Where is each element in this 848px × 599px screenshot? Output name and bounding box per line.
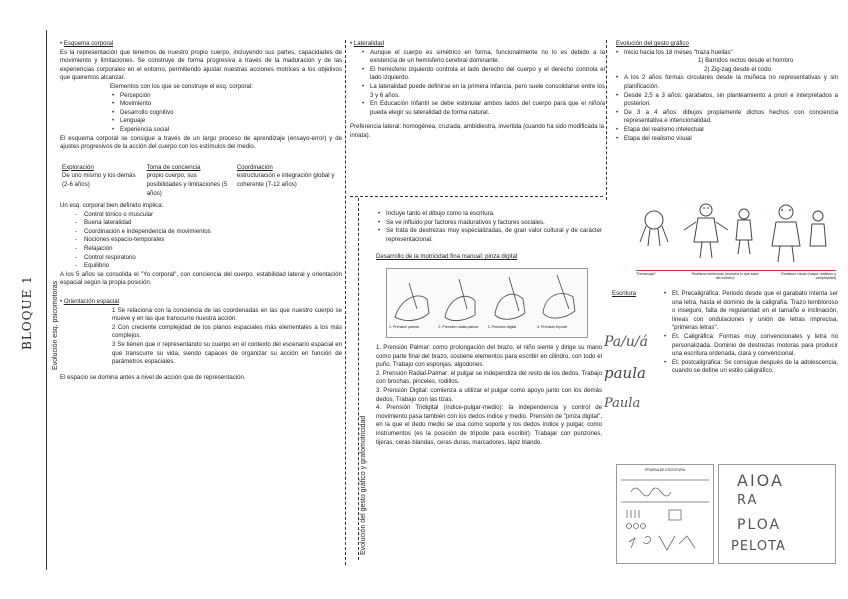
- gesto-list: [616, 49, 838, 58]
- orientacion-point-1: 1 Se relaciona con la conciencia de las coordenadas en las que nuestro cuerpo se mueve y en las que transcurre nuestra acción.: [112, 306, 342, 323]
- section-label-grafomotricidad: Evolución del gesto gráfico y grafomotricidad: [360, 415, 367, 555]
- worksheet-left-scribbles: [617, 472, 713, 560]
- table-header: Toma de conciencia: [146, 163, 201, 171]
- lateralidad-title: Lateralidad: [353, 40, 384, 47]
- grasp-caption: 1. Prensión palmar: [389, 324, 420, 329]
- escritura-title: Escritura: [612, 290, 637, 297]
- worksheet-title: PRUEBA DE ESCRITURA: [645, 468, 685, 472]
- worksheet-left: [616, 464, 714, 564]
- list-item: • Incluye tanto el dibujo como la escritura.: [386, 210, 602, 219]
- escritura-section: [662, 290, 838, 376]
- grasp-caption: 2. Prensión radial-palmar: [438, 324, 479, 329]
- list-item: • Aunque el cuerpo es simétrico en forma, funcionalmente no lo es debido a la existencia de un hemisferio cerebral dominante.: [370, 49, 605, 66]
- grasp-illustration: [386, 268, 588, 338]
- worksheet-word: RA: [737, 493, 759, 508]
- column-divider: [345, 40, 346, 565]
- stages-table: [60, 164, 342, 198]
- list-item: • Experiencia social: [120, 126, 342, 135]
- table-cell: estructuración e integración global y coherente (7-12 años): [236, 172, 335, 188]
- list-item: • Et. postcaligráfica: Se consigue después de la adolescencia, cuando se define un estilo caligráfico.: [672, 359, 838, 376]
- list-item: • Etapa del realismo intelectual: [624, 126, 838, 135]
- worksheet-word: PELOTA: [731, 539, 786, 554]
- section-label-psicomotoras: Evolución esq. psicomotoras: [52, 280, 59, 370]
- list-item: • Se ve influido por factores madurativos y factores sociales.: [386, 219, 602, 228]
- esquema-paragraph: Es la representación que tenemos de nuestro propio cuerpo, incluyendo sus partes, capacidades de movimiento y limitaciones. Se construye de forma progresiva a través de la maduración y de las experiencias corporales en el entorno, permitiendo ajustar nuestras acciones motrices a los objetivos que queremos alcanzar.: [60, 48, 342, 82]
- gesto-sub: 1) Barridos rectos desde el hombro: [698, 57, 794, 65]
- orientacion-point-2: 2 Con creciente complejidad de los planos espaciales más elementales a los más complejos.: [112, 323, 342, 340]
- drawings-figures: [636, 196, 836, 271]
- drawing-caption: Realismo intelectual (muestra lo que sabe del modelo): [691, 272, 759, 280]
- children-drawings: [636, 196, 836, 284]
- column-divider: [606, 40, 607, 200]
- list-item: • En Educación Infantil se debe estimular ambos lados del cuerpo para que el niño/a pueda elegir su lateralidad de forma natural.: [370, 100, 605, 117]
- list-item: • Desarrollo cognitivo: [120, 109, 342, 118]
- drawing-caption: "Renacuajo": [636, 272, 656, 276]
- drawing-caption: Realismo visual (mayor realismo y complejidad): [781, 272, 836, 280]
- list-item: - Relajación: [84, 245, 342, 254]
- list-item: - Equilibrio: [84, 262, 342, 271]
- escritura-list: [662, 290, 838, 376]
- table-cell: propio cuerpo, sus posibilidades y limitaciones (5 años): [146, 172, 228, 197]
- gesto-title: Evolución del gesto gráfico: [616, 40, 689, 47]
- list-item: • Inicio hacia los 18 meses "traza huellas": [624, 49, 838, 58]
- column-esquema: • Esquema corporal Es la representación que tenemos de nuestro propio cuerpo, incluyendo sus partes, capacidades de movimiento y limitaciones. Se construye de forma progresiva a través de la maduración y de las experiencias corporales en el entorno, permitiendo ajustar nuestras acciones motrices a los objetivos que queremos alcanzar. Elementos con los que se construye el esq. corporal: • Percepción • Movimiento • Desarrollo cognitivo • Lenguaje • Experiencia social El esquema corporal se consigue a través de un largo proceso de aprendizaje (ensayo-error) y de ajustes progresivos de la acción del cuerpo con los estímulos del medio. Exploración Toma de conciencia Coordinación De uno mismo y los demás (2-6 años) propio cuerpo, sus posibilidades y limitaciones (5 años) estructuración e integración global y coherente (7-12 años) Un esq. corporal bien definido implica: - Control tónico o muscular - Buena lateralidad - Coordinación e independencia de movimientos - Nociones espacio-temporales - Relajación - Control respiratorio - Equilibrio A los 5 años se consolida el "Yo corporal", con conciencia del cuerpo, estabilidad lateral y orientación espacial según la propia posición. • Orientación espacial 1 Se relaciona con la conciencia de las coordenadas en las que nuestro cuerpo se mueve y en las que transcurre nuestra acción. 2 Con creciente complejidad de los planos espaciales más elementales a los más complejos. 3 Se tienen que ir representando su cuerpo en el contexto del escenario espacial en que transcurre su vida, siendo capaces de organizar su acción en función de parámetros espaciales. El espacio se domina antes a nivel de acción que de representación.: [60, 40, 342, 382]
- list-item: • Desde 2,5 a 3 años: garabatos, sin planteamiento a priori e interpretados a posteriori.: [624, 92, 838, 109]
- list-item: • Movimiento: [120, 100, 342, 109]
- motricidad-title: Desarrollo de la motricidad fina manual: pinza digital: [376, 253, 518, 261]
- section-divider: [350, 196, 603, 197]
- orientacion-conclusion: El espacio se domina antes a nivel de acción que de representación.: [60, 373, 246, 381]
- grasp-captions: [389, 325, 585, 329]
- list-item: - Control respiratorio: [84, 254, 342, 263]
- table-header: Exploración: [62, 163, 94, 171]
- esquema-title: Esquema corporal: [63, 40, 114, 47]
- orientacion-point-3: 3 Se tienen que ir representando su cuerpo en el contexto del escenario espacial en que transcurre su vida, siendo capaces de organizar su acción en función de parámetros espaciales.: [112, 341, 342, 366]
- list-item: • Etapa del realismo visual: [624, 135, 838, 144]
- elementos-list: [60, 92, 342, 135]
- worksheet-word: PLOA: [737, 517, 782, 533]
- list-item: • Lenguaje: [120, 117, 342, 126]
- gesto-section: [616, 40, 838, 143]
- list-item: - Nociones espacio-temporales: [84, 236, 342, 245]
- grasp-caption: 4. Prensión trípode: [536, 324, 568, 329]
- bloque-label: BLOQUE 1: [20, 275, 34, 350]
- drawings-captions: [636, 272, 836, 280]
- section-divider-vertical: [358, 198, 359, 560]
- gesto-sub: 2) Zig-zag desde el codo: [704, 65, 772, 73]
- list-item: • Percepción: [120, 92, 342, 101]
- list-item: • Et. Precaligráfica: Periodo desde que el garabato intenta ser una letra, hasta el dominio de la caligrafía. Trazo tembloroso o inseguro, falta de regularidad en el tamaño e inclinación, líneas con ondulaciones y unión de letras imprecisa, "primeras letras".: [672, 290, 838, 333]
- handwriting-sample: Pa/u/á: [604, 334, 648, 350]
- grafomotricidad-list: [376, 210, 602, 244]
- gesto-list-2: [616, 74, 838, 143]
- list-item: - Coordinación e independencia de movimientos: [84, 228, 342, 237]
- implica-conclusion: A los 5 años se consolida el "Yo corporal", con conciencia del cuerpo, estabilidad lateral y orientación espacial según la propia posición.: [60, 270, 342, 287]
- handwriting-sample: Paula: [604, 396, 641, 411]
- list-item: - Buena lateralidad: [84, 219, 342, 228]
- lateralidad-list: [350, 49, 605, 118]
- handwriting-samples: [604, 328, 656, 458]
- grasp-description: 1. Prensión Palmar: como prolongación del brazo, el niño siente y dirige su mano como parte final del brazo, sostiene elementos para escribir en cilindro, con todo el puño. Trabajo con esponjas, algodones. 2. Prensión Radial-Palmar: el pulgar se independiza del resto de los dedos. Trabajo con brochas, pinceles, rodillos. 3. Prensión Digital: comienza a utilizar el pulgar como apoyo junto con los demás dedos. Trabajo con las tizas. 4. Prensión Tridigital (índice-pulgar-medio): la independencia y control de movimiento pasa también con los dedos índice y medio. Prensión de "pinza digital", en la que el dedo medio se usa como soporte y los dedos índice y pulgar, como instrumentos (es la posición de trípode para escribir). Trabajar con punzones, tijeras, ceras blandas, ceras duras, marcadores, lápiz blando.: [376, 343, 602, 446]
- list-item: • De 3 a 4 años: dibujos propiamente dichos hechos con conciencia representativa e intencionalidad.: [624, 109, 838, 126]
- elementos-intro: Elementos con los que se construye el esq. corporal:: [110, 82, 253, 90]
- worksheet-word: AIOA: [737, 471, 784, 490]
- lateralidad-preferencia: Preferencia lateral: homogénea, cruzada, ambidiestra, invertida (cuando ha sido modificada la innata).: [350, 123, 605, 139]
- list-item: • Et. Caligráfica: Formas muy convencionales y letra no personalizada. Dominio de destrezas motoras para producir una escritura ordenada, clara y convencional.: [672, 333, 838, 359]
- list-item: - Control tónico o muscular: [84, 211, 342, 220]
- list-item: • La lateralidad puede definirse en la primera infancia, pero suele consolidarse entre los 3 y 6 años.: [370, 83, 605, 100]
- lateralidad-section: • Lateralidad • Aunque el cuerpo es simétrico en forma, funcionalmente no lo es debido a la existencia de un hemisferio cerebral dominante. • El hemisferio izquierdo controla el lado derecho del cuerpo y el derecho controla el lado izquierdo. • La lateralidad puede definirse en la primera infancia, pero suele consolidarse entre los 3 y 6 años. • En Educación Infantil se debe estimular ambos lados del cuerpo para que el niño/a pueda elegir su lateralidad de forma natural. Preferencia lateral: homogénea, cruzada, ambidiestra, invertida (cuando ha sido modificada la innata).: [350, 40, 605, 141]
- list-item: • El hemisferio izquierdo controla el lado derecho del cuerpo y el derecho controla el lado izquierdo.: [370, 66, 605, 83]
- grasp-caption: 3. Prensión digital: [487, 324, 517, 329]
- handwriting-sample: paula: [604, 364, 646, 382]
- grafomotricidad-section: [376, 210, 602, 447]
- table-header: Coordinación: [236, 163, 273, 171]
- sidebar-rule: [46, 30, 47, 570]
- drawings-rule: [636, 270, 836, 271]
- table-cell: De uno mismo y los demás (2-6 años): [62, 172, 136, 188]
- esquema-paragraph-2: El esquema corporal se consigue a través de un largo proceso de aprendizaje (ensayo-error) y de ajustes progresivos de la acción del cuerpo con los estímulos del medio.: [60, 134, 342, 151]
- implica-list: [60, 211, 342, 271]
- orientacion-title: Orientación espacial: [63, 298, 120, 306]
- list-item: • Se trata de destrezas muy especializadas, de gran valor cultural y de carácter representacional.: [386, 227, 602, 244]
- worksheet-right: [718, 464, 836, 564]
- implica-intro: Un esq. corporal bien definido implica:: [60, 202, 164, 210]
- list-item: • A los 2 años formas circulares desde la muñeca no representativas y sin planificación.: [624, 74, 838, 91]
